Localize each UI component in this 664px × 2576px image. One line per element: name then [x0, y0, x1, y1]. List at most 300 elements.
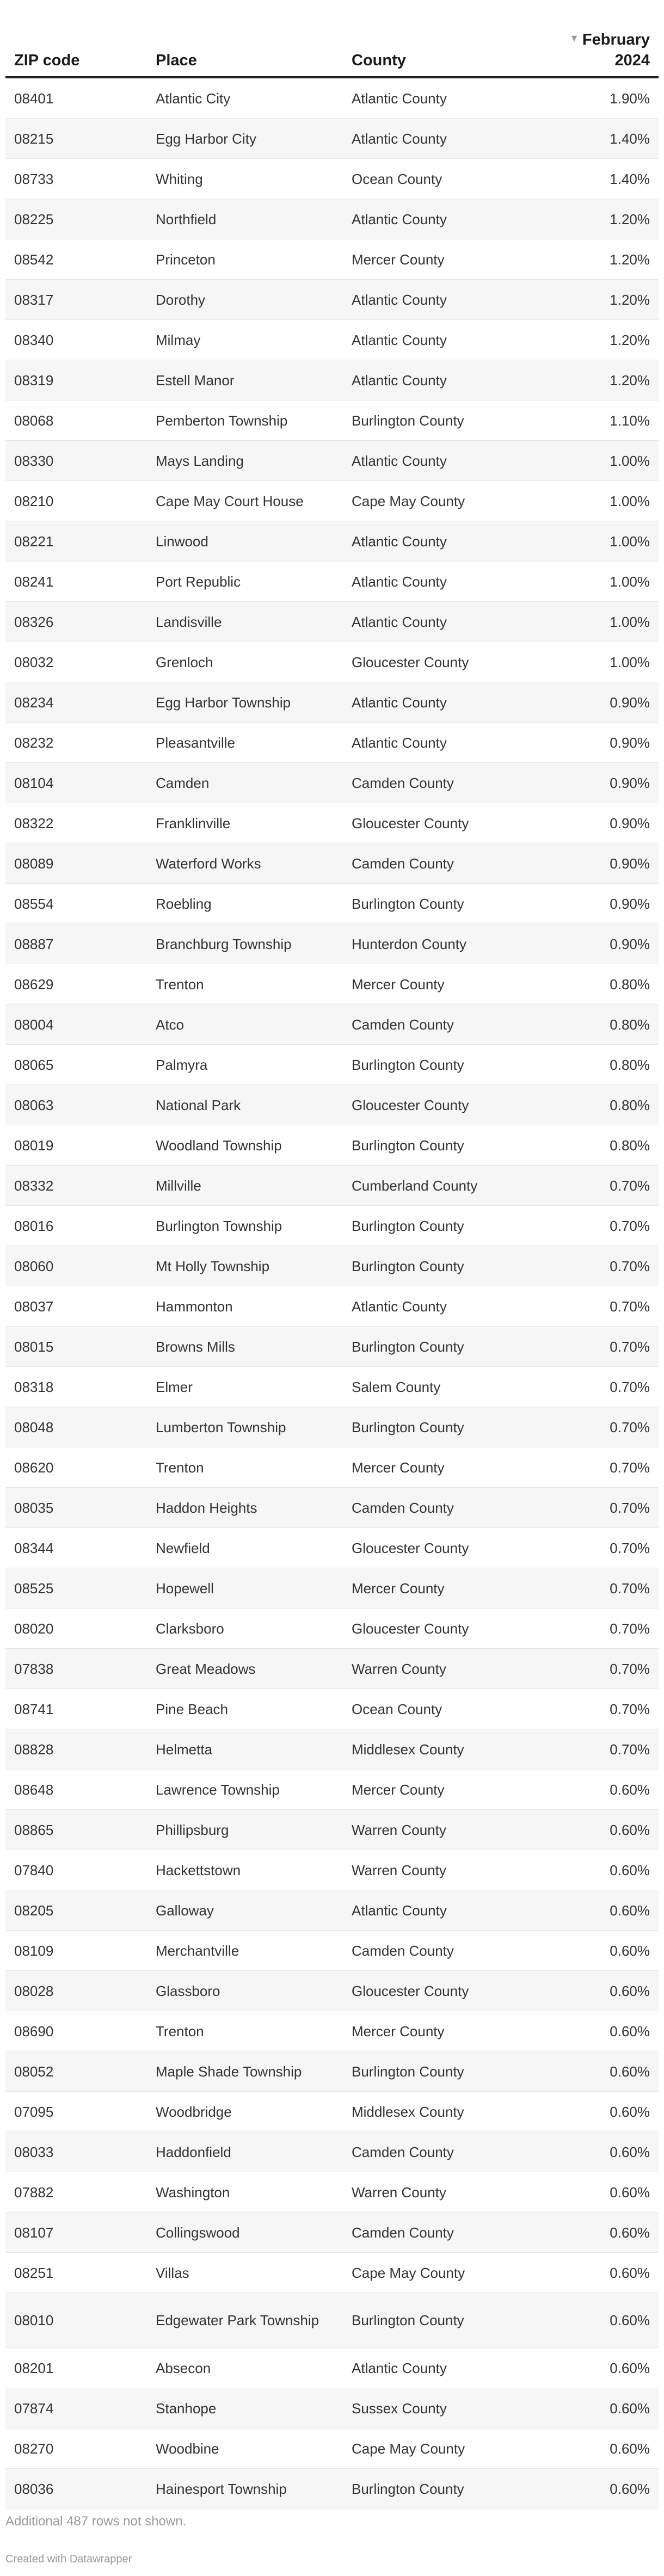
- table-row: [5, 2388, 659, 2429]
- zip-cell: 08104: [5, 763, 147, 803]
- zip-cell: 08251: [5, 2253, 147, 2293]
- place-cell: Washington: [147, 2172, 343, 2213]
- place-cell: Collingswood: [147, 2213, 343, 2253]
- zip-cell: 08048: [5, 1407, 147, 1447]
- value-cell: 0.60%: [550, 2429, 659, 2469]
- place-cell: Great Meadows: [147, 1649, 343, 1689]
- table-row: [5, 2213, 659, 2253]
- table-row: [5, 1729, 659, 1770]
- place-cell: Hammonton: [147, 1286, 343, 1327]
- value-cell: 1.00%: [550, 481, 659, 521]
- column-header-value-line1: February: [582, 31, 650, 48]
- value-cell: 0.90%: [550, 924, 659, 964]
- table-row: [5, 1004, 659, 1045]
- zip-cell: 08340: [5, 320, 147, 360]
- value-cell: 1.10%: [550, 400, 659, 441]
- county-cell: Atlantic County: [343, 723, 550, 763]
- table-row: [5, 602, 659, 642]
- zip-cell: 08733: [5, 159, 147, 199]
- county-cell: Warren County: [343, 1810, 550, 1850]
- table-row: [5, 159, 659, 199]
- place-cell: Roebling: [147, 884, 343, 924]
- table-row: [5, 1327, 659, 1367]
- zip-cell: 07874: [5, 2388, 147, 2429]
- place-cell: Clarksboro: [147, 1609, 343, 1649]
- county-cell: Gloucester County: [343, 1609, 550, 1649]
- zip-cell: 08542: [5, 239, 147, 280]
- value-cell: 1.40%: [550, 159, 659, 199]
- table-row: [5, 1166, 659, 1206]
- table-row: [5, 1367, 659, 1407]
- place-cell: Grenloch: [147, 642, 343, 682]
- value-cell: 0.60%: [550, 1810, 659, 1850]
- county-cell: Camden County: [343, 843, 550, 884]
- zip-cell: 08060: [5, 1246, 147, 1286]
- county-cell: Atlantic County: [343, 1286, 550, 1327]
- zip-cell: 08232: [5, 723, 147, 763]
- value-cell: 1.20%: [550, 320, 659, 360]
- place-cell: Hainesport Township: [147, 2469, 343, 2509]
- sort-descending-icon: ▼: [569, 33, 579, 44]
- zip-cell: 08317: [5, 280, 147, 320]
- place-cell: Hackettstown: [147, 1850, 343, 1890]
- county-cell: Burlington County: [343, 2469, 550, 2509]
- place-cell: Egg Harbor Township: [147, 682, 343, 723]
- table-row: [5, 843, 659, 884]
- place-cell: Woodbridge: [147, 2092, 343, 2132]
- value-cell: 0.60%: [550, 2469, 659, 2509]
- datawrapper-credit[interactable]: Created with Datawrapper: [5, 2553, 132, 2565]
- column-header-place[interactable]: [147, 0, 343, 77]
- place-cell: Pleasantville: [147, 723, 343, 763]
- table-row: [5, 1447, 659, 1488]
- zip-cell: 08210: [5, 481, 147, 521]
- table-header: [5, 0, 659, 77]
- county-cell: Atlantic County: [343, 441, 550, 481]
- table-row: [5, 119, 659, 159]
- value-cell: 0.70%: [550, 1649, 659, 1689]
- column-header-place-label: Place: [156, 52, 197, 69]
- county-cell: Burlington County: [343, 1206, 550, 1246]
- place-cell: Landisville: [147, 602, 343, 642]
- county-cell: Burlington County: [343, 1125, 550, 1166]
- place-cell: Dorothy: [147, 280, 343, 320]
- place-cell: Northfield: [147, 199, 343, 239]
- value-cell: 0.70%: [550, 1206, 659, 1246]
- value-cell: 1.20%: [550, 280, 659, 320]
- place-cell: Mt Holly Township: [147, 1246, 343, 1286]
- value-cell: 0.70%: [550, 1246, 659, 1286]
- place-cell: Galloway: [147, 1890, 343, 1931]
- place-cell: Mays Landing: [147, 441, 343, 481]
- zip-cell: 08828: [5, 1729, 147, 1770]
- column-header-zip-label: ZIP code: [14, 52, 80, 69]
- value-cell: 1.00%: [550, 642, 659, 682]
- county-cell: Atlantic County: [343, 682, 550, 723]
- place-cell: Haddonfield: [147, 2132, 343, 2172]
- data-table-container: [5, 0, 659, 2509]
- zip-cell: 08620: [5, 1447, 147, 1488]
- place-cell: Milmay: [147, 320, 343, 360]
- table-row: [5, 924, 659, 964]
- table-row: [5, 199, 659, 239]
- county-cell: Atlantic County: [343, 199, 550, 239]
- place-cell: Atco: [147, 1004, 343, 1045]
- value-cell: 1.20%: [550, 360, 659, 400]
- value-cell: 0.60%: [550, 2388, 659, 2429]
- value-cell: 0.90%: [550, 843, 659, 884]
- place-cell: Merchantville: [147, 1931, 343, 1971]
- zip-cell: 07095: [5, 2092, 147, 2132]
- value-cell: 0.60%: [550, 2293, 659, 2348]
- place-cell: Palmyra: [147, 1045, 343, 1085]
- column-header-february-2024[interactable]: [550, 0, 659, 77]
- value-cell: 0.80%: [550, 1085, 659, 1125]
- value-cell: 1.00%: [550, 441, 659, 481]
- place-cell: Cape May Court House: [147, 481, 343, 521]
- zip-cell: 07838: [5, 1649, 147, 1689]
- table-row: [5, 1568, 659, 1609]
- county-cell: Salem County: [343, 1367, 550, 1407]
- place-cell: Newfield: [147, 1528, 343, 1568]
- table-row: [5, 239, 659, 280]
- place-cell: Pine Beach: [147, 1689, 343, 1729]
- zip-cell: 08234: [5, 682, 147, 723]
- value-cell: 0.60%: [550, 2051, 659, 2092]
- value-cell: 1.40%: [550, 119, 659, 159]
- place-cell: Edgewater Park Township: [147, 2293, 343, 2348]
- zip-cell: 08019: [5, 1125, 147, 1166]
- zip-cell: 08205: [5, 1890, 147, 1931]
- place-cell: Waterford Works: [147, 843, 343, 884]
- zip-cell: 08035: [5, 1488, 147, 1528]
- value-cell: 0.60%: [550, 2092, 659, 2132]
- value-cell: 1.20%: [550, 199, 659, 239]
- zip-cell: 08032: [5, 642, 147, 682]
- table-row: [5, 1971, 659, 2011]
- zip-cell: 08401: [5, 77, 147, 119]
- value-cell: 0.70%: [550, 1729, 659, 1770]
- table-row: [5, 642, 659, 682]
- value-cell: 0.70%: [550, 1286, 659, 1327]
- value-cell: 1.00%: [550, 562, 659, 602]
- table-row: [5, 2011, 659, 2051]
- zip-cell: 08065: [5, 1045, 147, 1085]
- value-cell: 0.60%: [550, 2253, 659, 2293]
- place-cell: Elmer: [147, 1367, 343, 1407]
- zip-cell: 08241: [5, 562, 147, 602]
- table-row: [5, 1528, 659, 1568]
- value-cell: 0.60%: [550, 1931, 659, 1971]
- zip-cell: 08215: [5, 119, 147, 159]
- table-row: [5, 400, 659, 441]
- table-row: [5, 1810, 659, 1850]
- value-cell: 1.00%: [550, 602, 659, 642]
- county-cell: Burlington County: [343, 1407, 550, 1447]
- county-cell: Atlantic County: [343, 1890, 550, 1931]
- value-cell: 0.60%: [550, 1850, 659, 1890]
- zip-cell: 08648: [5, 1770, 147, 1810]
- place-cell: Estell Manor: [147, 360, 343, 400]
- column-header-value-line2: 2024: [614, 52, 650, 69]
- county-cell: Camden County: [343, 1488, 550, 1528]
- county-cell: Mercer County: [343, 1447, 550, 1488]
- zip-cell: 08887: [5, 924, 147, 964]
- county-cell: Atlantic County: [343, 602, 550, 642]
- zip-cell: 08004: [5, 1004, 147, 1045]
- value-cell: 0.90%: [550, 763, 659, 803]
- place-cell: Trenton: [147, 964, 343, 1004]
- table-row: [5, 884, 659, 924]
- table-row: [5, 964, 659, 1004]
- zip-cell: 08330: [5, 441, 147, 481]
- county-cell: Atlantic County: [343, 119, 550, 159]
- county-cell: Atlantic County: [343, 521, 550, 562]
- county-cell: Gloucester County: [343, 1528, 550, 1568]
- county-cell: Ocean County: [343, 1689, 550, 1729]
- county-cell: Atlantic County: [343, 360, 550, 400]
- value-cell: 0.80%: [550, 1125, 659, 1166]
- place-cell: Trenton: [147, 2011, 343, 2051]
- place-cell: Stanhope: [147, 2388, 343, 2429]
- value-cell: 0.90%: [550, 723, 659, 763]
- table-row: [5, 1649, 659, 1689]
- table-row: [5, 803, 659, 843]
- county-cell: Gloucester County: [343, 1971, 550, 2011]
- table-row: [5, 2051, 659, 2092]
- value-cell: 0.70%: [550, 1689, 659, 1729]
- table-row: [5, 1488, 659, 1528]
- zip-cell: 08010: [5, 2293, 147, 2348]
- county-cell: Sussex County: [343, 2388, 550, 2429]
- table-row: [5, 1850, 659, 1890]
- county-cell: Hunterdon County: [343, 924, 550, 964]
- county-cell: Burlington County: [343, 400, 550, 441]
- zip-cell: 08690: [5, 2011, 147, 2051]
- zip-cell: 08741: [5, 1689, 147, 1729]
- zip-cell: 08221: [5, 521, 147, 562]
- zip-cell: 08107: [5, 2213, 147, 2253]
- place-cell: Browns Mills: [147, 1327, 343, 1367]
- county-cell: Cape May County: [343, 481, 550, 521]
- zip-cell: 08028: [5, 1971, 147, 2011]
- county-cell: Atlantic County: [343, 320, 550, 360]
- zip-cell: 08318: [5, 1367, 147, 1407]
- zip-cell: 08332: [5, 1166, 147, 1206]
- zip-cell: 07840: [5, 1850, 147, 1890]
- zip-cell: 08270: [5, 2429, 147, 2469]
- zip-cell: 07882: [5, 2172, 147, 2213]
- table-row: [5, 2469, 659, 2509]
- zip-cell: 08089: [5, 843, 147, 884]
- value-cell: 0.70%: [550, 1488, 659, 1528]
- table-row: [5, 1407, 659, 1447]
- place-cell: Port Republic: [147, 562, 343, 602]
- value-cell: 0.80%: [550, 1004, 659, 1045]
- place-cell: Absecon: [147, 2348, 343, 2388]
- county-cell: Gloucester County: [343, 803, 550, 843]
- data-table: [5, 0, 659, 2509]
- value-cell: 0.90%: [550, 682, 659, 723]
- zip-cell: 08020: [5, 1609, 147, 1649]
- county-cell: Mercer County: [343, 1770, 550, 1810]
- county-cell: Camden County: [343, 2132, 550, 2172]
- place-cell: Maple Shade Township: [147, 2051, 343, 2092]
- value-cell: 0.80%: [550, 964, 659, 1004]
- place-cell: Princeton: [147, 239, 343, 280]
- county-cell: Burlington County: [343, 1246, 550, 1286]
- value-cell: 0.70%: [550, 1327, 659, 1367]
- table-row: [5, 1125, 659, 1166]
- county-cell: Warren County: [343, 2172, 550, 2213]
- place-cell: Haddon Heights: [147, 1488, 343, 1528]
- county-cell: Burlington County: [343, 2293, 550, 2348]
- table-row: [5, 280, 659, 320]
- value-cell: 0.60%: [550, 1770, 659, 1810]
- value-cell: 0.70%: [550, 1166, 659, 1206]
- table-row: [5, 2429, 659, 2469]
- county-cell: Middlesex County: [343, 2092, 550, 2132]
- county-cell: Burlington County: [343, 1327, 550, 1367]
- value-cell: 0.90%: [550, 803, 659, 843]
- value-cell: 0.80%: [550, 1045, 659, 1085]
- county-cell: Mercer County: [343, 2011, 550, 2051]
- zip-cell: 08068: [5, 400, 147, 441]
- county-cell: Warren County: [343, 1649, 550, 1689]
- table-row: [5, 723, 659, 763]
- zip-cell: 08109: [5, 1931, 147, 1971]
- table-row: [5, 521, 659, 562]
- zip-cell: 08319: [5, 360, 147, 400]
- table-row: [5, 682, 659, 723]
- place-cell: Trenton: [147, 1447, 343, 1488]
- column-header-zip[interactable]: [5, 0, 147, 77]
- place-cell: Woodbine: [147, 2429, 343, 2469]
- county-cell: Gloucester County: [343, 1085, 550, 1125]
- place-cell: Franklinville: [147, 803, 343, 843]
- county-cell: Ocean County: [343, 159, 550, 199]
- zip-cell: 08554: [5, 884, 147, 924]
- zip-cell: 08052: [5, 2051, 147, 2092]
- county-cell: Mercer County: [343, 964, 550, 1004]
- table-row: [5, 360, 659, 400]
- table-row: [5, 1286, 659, 1327]
- column-header-county[interactable]: [343, 0, 550, 77]
- header-row: [5, 0, 659, 77]
- place-cell: Villas: [147, 2253, 343, 2293]
- table-row: [5, 2293, 659, 2348]
- county-cell: Gloucester County: [343, 642, 550, 682]
- table-row: [5, 1206, 659, 1246]
- county-cell: Atlantic County: [343, 562, 550, 602]
- value-cell: 1.90%: [550, 77, 659, 119]
- table-row: [5, 1246, 659, 1286]
- value-cell: 0.70%: [550, 1528, 659, 1568]
- county-cell: Cape May County: [343, 2253, 550, 2293]
- place-cell: Phillipsburg: [147, 1810, 343, 1850]
- table-row: [5, 1689, 659, 1729]
- county-cell: Camden County: [343, 1931, 550, 1971]
- zip-cell: 08063: [5, 1085, 147, 1125]
- value-cell: 0.60%: [550, 2213, 659, 2253]
- table-row: [5, 2172, 659, 2213]
- value-cell: 0.70%: [550, 1367, 659, 1407]
- table-row: [5, 1931, 659, 1971]
- county-cell: Burlington County: [343, 884, 550, 924]
- county-cell: Camden County: [343, 1004, 550, 1045]
- table-row: [5, 2348, 659, 2388]
- value-cell: 0.60%: [550, 2172, 659, 2213]
- value-cell: 0.70%: [550, 1407, 659, 1447]
- county-cell: Camden County: [343, 763, 550, 803]
- value-cell: 0.90%: [550, 884, 659, 924]
- value-cell: 0.60%: [550, 2132, 659, 2172]
- value-cell: 0.60%: [550, 1890, 659, 1931]
- table-body: [5, 77, 659, 2509]
- table-row: [5, 1609, 659, 1649]
- place-cell: Lawrence Township: [147, 1770, 343, 1810]
- county-cell: Warren County: [343, 1850, 550, 1890]
- county-cell: Mercer County: [343, 1568, 550, 1609]
- place-cell: Millville: [147, 1166, 343, 1206]
- county-cell: Burlington County: [343, 1045, 550, 1085]
- table-row: [5, 2253, 659, 2293]
- table-row: [5, 763, 659, 803]
- place-cell: Helmetta: [147, 1729, 343, 1770]
- rows-not-shown-note: Additional 487 rows not shown.: [5, 2514, 187, 2529]
- zip-cell: 08629: [5, 964, 147, 1004]
- zip-cell: 08033: [5, 2132, 147, 2172]
- column-header-county-label: County: [352, 52, 406, 69]
- value-cell: 0.60%: [550, 2348, 659, 2388]
- place-cell: Pemberton Township: [147, 400, 343, 441]
- table-row: [5, 77, 659, 119]
- county-cell: Cape May County: [343, 2429, 550, 2469]
- place-cell: Atlantic City: [147, 77, 343, 119]
- place-cell: Glassboro: [147, 1971, 343, 2011]
- place-cell: Whiting: [147, 159, 343, 199]
- county-cell: Cumberland County: [343, 1166, 550, 1206]
- county-cell: Atlantic County: [343, 77, 550, 119]
- table-row: [5, 441, 659, 481]
- zip-cell: 08201: [5, 2348, 147, 2388]
- value-cell: 1.20%: [550, 239, 659, 280]
- table-row: [5, 320, 659, 360]
- place-cell: Burlington Township: [147, 1206, 343, 1246]
- table-row: [5, 2132, 659, 2172]
- zip-cell: 08037: [5, 1286, 147, 1327]
- place-cell: Linwood: [147, 521, 343, 562]
- zip-cell: 08225: [5, 199, 147, 239]
- zip-cell: 08326: [5, 602, 147, 642]
- table-row: [5, 1045, 659, 1085]
- county-cell: Camden County: [343, 2213, 550, 2253]
- table-row: [5, 562, 659, 602]
- county-cell: Burlington County: [343, 2051, 550, 2092]
- place-cell: Egg Harbor City: [147, 119, 343, 159]
- zip-cell: 08016: [5, 1206, 147, 1246]
- county-cell: Mercer County: [343, 239, 550, 280]
- value-cell: 0.60%: [550, 2011, 659, 2051]
- value-cell: 0.70%: [550, 1609, 659, 1649]
- table-row: [5, 2092, 659, 2132]
- place-cell: Camden: [147, 763, 343, 803]
- county-cell: Middlesex County: [343, 1729, 550, 1770]
- place-cell: Hopewell: [147, 1568, 343, 1609]
- zip-cell: 08525: [5, 1568, 147, 1609]
- zip-cell: 08036: [5, 2469, 147, 2509]
- zip-cell: 08344: [5, 1528, 147, 1568]
